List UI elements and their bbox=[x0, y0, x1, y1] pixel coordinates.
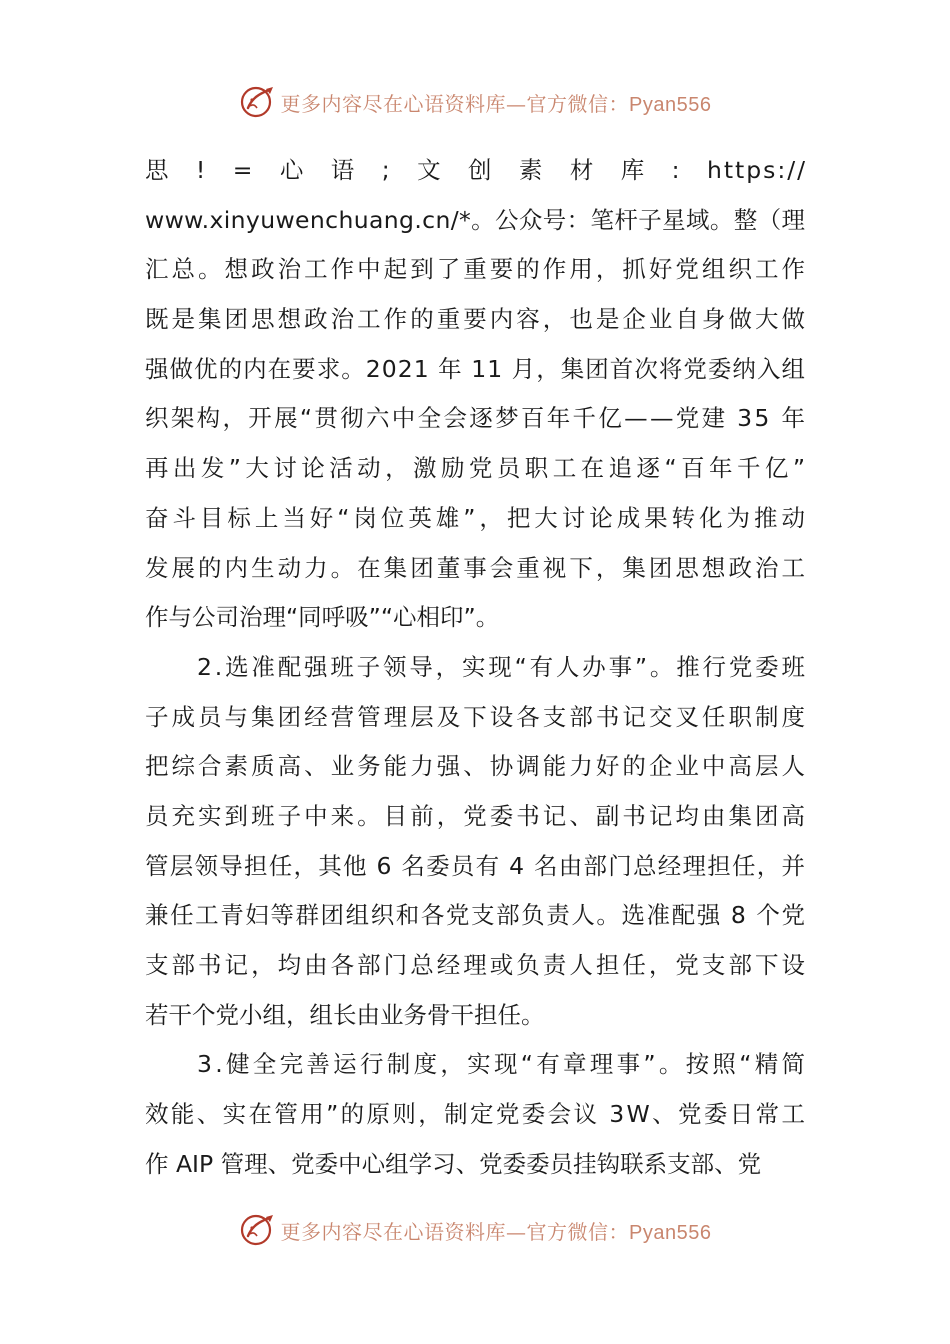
text-line-16 bbox=[145, 891, 805, 941]
line-14-text: 员充实到班子中来。目前，党委书记、副书记均由集团高 bbox=[145, 801, 809, 830]
line-19-text: 3.健全完善运行制度，实现“有章理事”。按照“精简 bbox=[197, 1050, 809, 1079]
footer-official-text: —官方微信： bbox=[506, 1219, 630, 1244]
text-line-12 bbox=[145, 693, 809, 743]
text-line-18 bbox=[145, 991, 805, 1041]
text-line-20 bbox=[145, 1090, 808, 1140]
text-line-19 bbox=[145, 1040, 809, 1090]
line-17-text: 支部书记，均由各部门总经理或负责人担任，党支部下设 bbox=[145, 951, 809, 979]
header-official-text: —官方微信： bbox=[506, 91, 630, 116]
line-13-text: 把综合素质高、业务能力强、协调能力好的企业中高层人 bbox=[145, 752, 809, 781]
line-18-text: 若干个党小组，组长由业务骨干担任。 bbox=[145, 1000, 545, 1029]
footer-account: Pyan556 bbox=[629, 1221, 712, 1244]
line-8-text: 奋斗目标上当好“岗位英雄”，把大讨论成果转化为推动 bbox=[145, 503, 809, 532]
text-line-13 bbox=[145, 742, 809, 792]
pen-logo-icon bbox=[239, 84, 277, 120]
line-20-text: 效能、实在管用”的原则，制定党委会议 3W、党委日常工 bbox=[145, 1100, 808, 1129]
text-line-8 bbox=[145, 494, 809, 544]
line-7-text: 再出发”大讨论活动，激励党员职工在追逐“百年千亿” bbox=[145, 454, 810, 483]
header-banner bbox=[0, 82, 950, 122]
line-11-text: 2.选准配强班子领导，实现“有人办事”。推行党委班 bbox=[197, 652, 808, 681]
line-3-text: 汇总。想政治工作中起到了重要的作用，抓好党组织工作 bbox=[145, 255, 809, 284]
line-16-text: 兼任工青妇等群团组织和各党支部负责人。选准配强 8 个党 bbox=[145, 901, 807, 930]
header-text bbox=[281, 88, 712, 117]
text-line-10 bbox=[145, 593, 805, 643]
text-line-4 bbox=[145, 295, 809, 345]
footer-brand-text: 更多内容尽在心语资料库 bbox=[280, 1219, 507, 1244]
text-line-21 bbox=[145, 1140, 805, 1190]
line-4-text: 既是集团思想政治工作的重要内容，也是企业自身做大做 bbox=[145, 305, 809, 334]
text-line-11 bbox=[145, 643, 808, 693]
line-1-text: 思 ! = 心 语 ; 文 创 素 材 库 : https:// bbox=[145, 156, 807, 184]
document-body bbox=[145, 146, 810, 1189]
footer-banner bbox=[0, 1210, 950, 1250]
footer-text bbox=[281, 1216, 712, 1245]
text-line-15 bbox=[145, 842, 805, 892]
line-2-text: www.xinyuwenchuang.cn/*。公众号：笔杆子星域。整（理 bbox=[145, 205, 806, 234]
header-account: Pyan556 bbox=[629, 93, 712, 116]
line-12-text: 子成员与集团经营管理层及下设各支部书记交叉任职制度 bbox=[145, 702, 809, 731]
text-line-5 bbox=[145, 345, 805, 395]
text-line-6 bbox=[145, 394, 808, 444]
line-10-text: 作与公司治理“同呼吸”“心相印”。 bbox=[145, 603, 500, 632]
line-5-text: 强做优的内在要求。2021 年 11 月，集团首次将党委纳入组 bbox=[145, 354, 807, 383]
text-line-14 bbox=[145, 792, 809, 842]
text-line-17 bbox=[145, 941, 809, 991]
text-line-2 bbox=[145, 196, 805, 246]
text-line-7 bbox=[145, 444, 810, 494]
header-brand-text: 更多内容尽在心语资料库 bbox=[280, 91, 507, 116]
text-line-9 bbox=[145, 544, 809, 594]
line-6-text: 织架构，开展“贯彻六中全会逐梦百年千亿——党建 35 年 bbox=[145, 404, 808, 433]
line-21-text: 作 AIP 管理、党委中心组学习、党委委员挂钩联系支部、党 bbox=[145, 1149, 762, 1178]
line-15-text: 管层领导担任，其他 6 名委员有 4 名由部门总经理担任，并 bbox=[145, 851, 807, 880]
text-line-1 bbox=[145, 146, 805, 196]
text-line-3 bbox=[145, 245, 809, 295]
pen-logo-icon bbox=[239, 1212, 277, 1248]
line-9-text: 发展的内生动力。在集团董事会重视下，集团思想政治工 bbox=[145, 553, 809, 582]
